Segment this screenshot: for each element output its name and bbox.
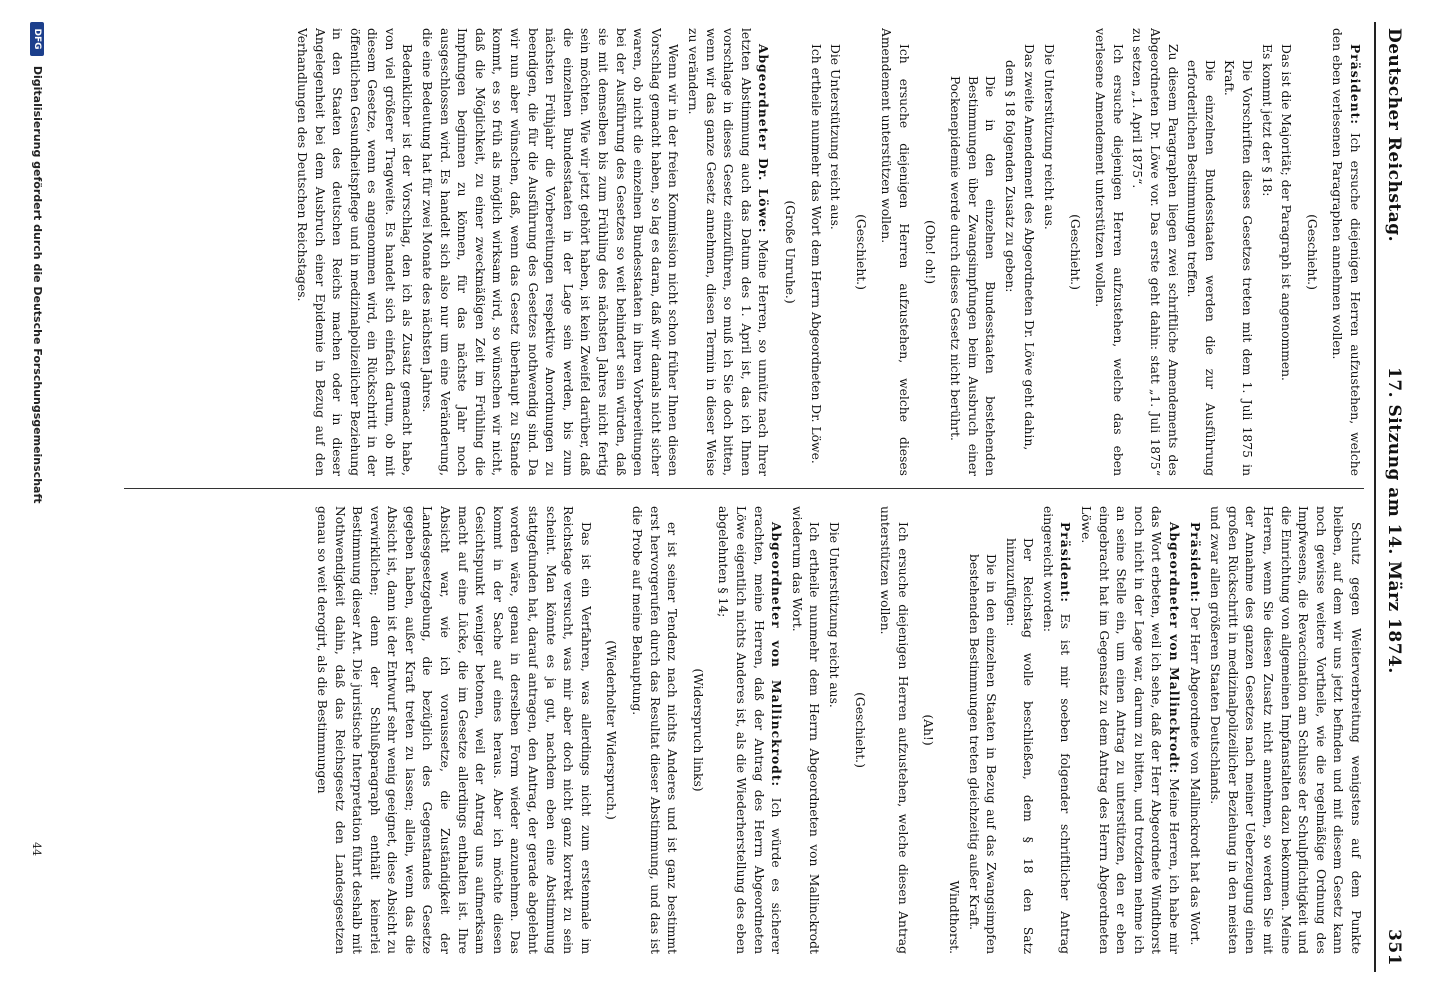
speech-text: Der Herr Abgeordnete von Mallinckrodt hat das Wort. — [1187, 606, 1202, 946]
speech-paragraph — [683, 28, 772, 476]
paragraph: Die Unterstützung reicht aus. — [828, 44, 843, 230]
paragraph: Schutz gegen Weiterverbreitung wenigstens auf dem Punkte bleiben, auf dem wir uns jetzt befinden und mit diesem Gesetz kann noch gewisse weitere Vortheile, wie die regelmäßige Ordnung des Impfwesens, die Revaccination am Schlusse der Schulpflichtigkeit und die Einrichtung von allgemeinen Impfanstalten dazu bekommen. Meine Herren, wenn Sie diesen Zusatz nicht annehmen, so werden Sie mit der Annahme des ganzen Gesetzes nach meiner Ueberzeugung einen großen Rückschritt in medizinalpolizeilicher Beziehung in den meisten und zwar allen größeren Staaten Deutschlands. — [1208, 506, 1363, 954]
paragraph: Wenn wir in der freien Kommission nicht schon früher Ihnen diesen Vorschlag gemacht haben, so lag es daran, daß wir damals nicht sicher waren, ob nicht die einzelnen Bundesstaaten in ihren Vorbereitungen bei der Ausführung des Gesetzes so weit behindert sein würden, daß sie mit demselben bis zum Frühling des nächsten Jahres nicht fertig sein möchten. Wie wir jetzt gehört haben, ist kein Zweifel darüber, daß die einzelnen Bundesstaaten in der Lage sein werden, bis zum nächsten Frühjahr die Vorbereitungen respektive Anordnungen zu beendigen, die für die Ausführung des Gesetzes nothwendig sind. Da wir nun aber wünschen, daß, wenn das Gesetz überhaupt zu Stande kommt, es so früh als möglich wirksam wird, so wünschen wir nicht, daß die Möglichkeit, zu einer zweckmäßigen Zeit im Frühling die Impfungen beginnen zu können, für das nächste Jahr noch ausgeschlossen wird. Es handelt sich also nur um eine Veränderung, die eine Bedeutung hat für zwei Monate des nächsten Jahres. — [420, 28, 681, 476]
interjection: (Geschieht.) — [1067, 214, 1082, 290]
speech-paragraph — [1328, 28, 1364, 476]
quoted-text: Der Reichstag wolle beschließen, dem § 18 den Satz hinzuzufügen: — [1003, 538, 1036, 954]
interjection: (Oho! oh!) — [922, 219, 937, 285]
paragraph: Ich ertheile nunmehr dem Herrn Abgeordneten von Mallinckrodt wiederum das Wort. — [789, 506, 822, 954]
quoted-text: Die in den einzelnen Staaten in Bezug auf das Zwangsimpfen bestehenden Bestimmungen treten gleichzeitig außer Kraft. — [966, 554, 999, 954]
paragraph: Ich ersuche diejenigen Herren aufzustehen, welche das eben verlesene Amendement unterstützen wollen. — [1093, 28, 1125, 476]
paragraph: Ich ertheile nunmehr das Wort dem Herrn Abgeordneten Dr. Löwe. — [808, 44, 823, 464]
paragraph: Die Unterstützung reicht aus. — [826, 522, 841, 708]
speaker-name: Abgeordneter von Mallinckrodt: — [1167, 522, 1183, 775]
speech-text: Meine Herren, so unnütz nach Ihrer letzten Abstimmung auch das Datum des 1. April ist, das ich Ihnen vorschlage in dieses Gesetz einzuführen, so muß ich Sie doch bitten, wenn wir das ganze Gesetz annehmen, diesen Termin in dieser Weise zu verändern. — [686, 28, 771, 476]
interjection: (Geschieht.) — [852, 692, 867, 768]
left-column — [114, 28, 1364, 476]
speaker-name: Präsident: — [1058, 522, 1074, 603]
page-body — [30, 22, 1410, 972]
interjection: (Ah!) — [921, 714, 936, 746]
column-divider — [124, 488, 1364, 489]
signature: Windthorst. — [946, 880, 961, 954]
digitization-note: Digitalisierung gefördert durch die Deutsche Forschungsgemeinschaft — [31, 65, 44, 504]
quoted-text: dem § 18 folgenden Zusatz zu geben: — [1002, 60, 1017, 293]
dfg-logo: DFG — [30, 22, 44, 56]
paragraph: Ich ersuche diejenigen Herren aufzustehen, welche dieses Amendement unterstützen wollen. — [879, 28, 911, 476]
speech-text: Ich würde es sicherer erachten, meine Herren, daß der Antrag des Herrn Abgeordneten Löwe eigentlich nichts Anderes ist, als die Wiederherstellung des eben abgelehnten § 14; — [716, 506, 784, 954]
speech-text: Es ist mir soeben folgender schriftlicher Antrag eingereicht worden: — [1040, 506, 1073, 954]
digitization-footer — [30, 22, 44, 782]
speech-text: Meine Herren, ich habe mir das Wort erbeten, weil ich sehe, daß der Herr Abgeordnete Windthorst noch nicht in der Lage war, darum zu bitten, und trotzdem nehme ich an seine Stelle ein, um einen Antrag zu unterstützen, den er eben eingebracht hat im Gegensatz zu dem Antrag des Herrn Abgeordneten Löwe. — [1079, 506, 1182, 954]
quoted-text: Die in den einzelnen Bundesstaaten bestehenden Bestimmungen über Zwangsimpfungen beim Ausbruch einer Pockenepidemie werde durch dieses Gesetz nicht berührt. — [948, 76, 998, 476]
speaker-name: Abgeordneter von Mallinckrodt: — [769, 522, 785, 788]
paragraph: er ist seiner Tendenz nach nichts Anderes und ist ganz bestimmt erst hervorgerufen durch das Resultat dieser Abstimmung, und das ist die Probe auf meine Behauptung. — [630, 506, 680, 954]
header-publication: Deutscher Reichstag. — [1384, 28, 1404, 243]
interjection: (Geschieht.) — [1304, 214, 1319, 290]
paragraph: Das ist die Majorität; der Paragraph ist angenommen. — [1279, 44, 1294, 381]
speaker-name: Präsident: — [1187, 522, 1203, 603]
paragraph: Die Unterstützung reicht aus. — [1042, 44, 1057, 230]
speech-paragraph — [1185, 506, 1204, 954]
sheet-number: 44 — [30, 842, 43, 856]
paragraph: Ich ersuche diejenigen Herren aufzustehen, welche diesen Antrag unterstützen wollen. — [878, 506, 910, 954]
right-column — [114, 506, 1364, 954]
paragraph: Das ist ein Verfahren, was allerdings nicht zum erstenmale im Reichstage versucht, was mir aber doch nicht ganz korrekt zu sein scheint. Man könnte es ja gut, nachdem eben eine Abstimmung stattgefunden hat, darauf antragen, den Antrag, der gerade abgelehnt worden wäre, genau in derselben Form wieder anzunehmen. Das kommt in der Sache auf eines heraus. Aber ich möchte diesen Gesichtspunkt weniger betonen, weil der Antrag uns aufmerksam macht auf eine Lücke, die im Gesetze allerdings enthalten ist. Ihre Absicht war, wie ich voraussetze, die Zuständigkeit der Landesgesetzgebung, die bezüglich des Gegenstandes Gesetze gegeben haben, außer Kraft treten zu lassen; allein, wenn das die Absicht ist, dann ist der Entwurf sehr wenig geeignet, diese Absicht zu verwirklichen; denn der Schlußparagraph enthält keinerlei Bestimmung dieser Art. Die juristische Interpretation führt deshalb mit Nothwendigkeit dahin, daß das Reichsgesetz den Landesgesetzen genau so weit derogirt, als die Bestimmungen — [314, 506, 593, 954]
interjection: (Widerspruch links) — [690, 668, 705, 792]
quoted-text: Die Vorschriften dieses Gesetzes treten mit dem 1. Juli 1875 in Kraft. — [1222, 60, 1255, 476]
paragraph: Es kommt jetzt der § 18: — [1259, 44, 1274, 197]
paragraph: Das zweite Amendement des Abgeordneten Dr. Löwe geht dahin, — [1022, 44, 1037, 451]
running-head — [1374, 22, 1410, 972]
speech-text: Ich ersuche diejenigen Herren aufzustehen, welche den eben verlesenen Paragraphen annehmen wollen. — [1330, 28, 1362, 476]
speech-paragraph — [1077, 506, 1184, 954]
interjection: (Große Unruhe.) — [782, 200, 797, 304]
speaker-name: Abgeordneter Dr. Löwe: — [756, 44, 772, 234]
interjection: (Wiederholter Widerspruch.) — [604, 640, 619, 820]
paragraph: Bedenklicher ist der Vorschlag, den ich als Zusatz gemacht habe, von viel größerer Tragweite. Es handelt sich einfach darum, ob mit diesem Gesetze, wenn es angenommen wird, ein Rückschritt in der öffentlichen Gesundheitspflege und in medizinalpolizeilicher Beziehung in den Staaten des deutschen Reichs machen oder in dieser Angelegenheit bei dem Ausbruch einer Epidemie in Bezug auf den Verhandlungen des Deutschen Reichstages. — [294, 28, 415, 476]
interjection: (Geschieht.) — [853, 214, 868, 290]
paragraph: Zu diesem Paragraphen liegen zwei schriftliche Amendements des Abgeordneten Dr. Löwe vor. Das erste geht dahin: statt „1. Juli 1875“ zu setzen „1. April 1875“. — [1130, 28, 1180, 476]
speech-paragraph — [714, 506, 785, 954]
speaker-name: Präsident: — [1348, 44, 1363, 125]
header-session: 17. Sitzung am 14. März 1874. — [1384, 367, 1404, 674]
header-page-number: 351 — [1384, 929, 1404, 966]
speech-paragraph — [1038, 506, 1074, 954]
quoted-text: Die einzelnen Bundesstaaten werden die zur Ausführung erforderlichen Bestimmungen treffen. — [1185, 60, 1217, 476]
